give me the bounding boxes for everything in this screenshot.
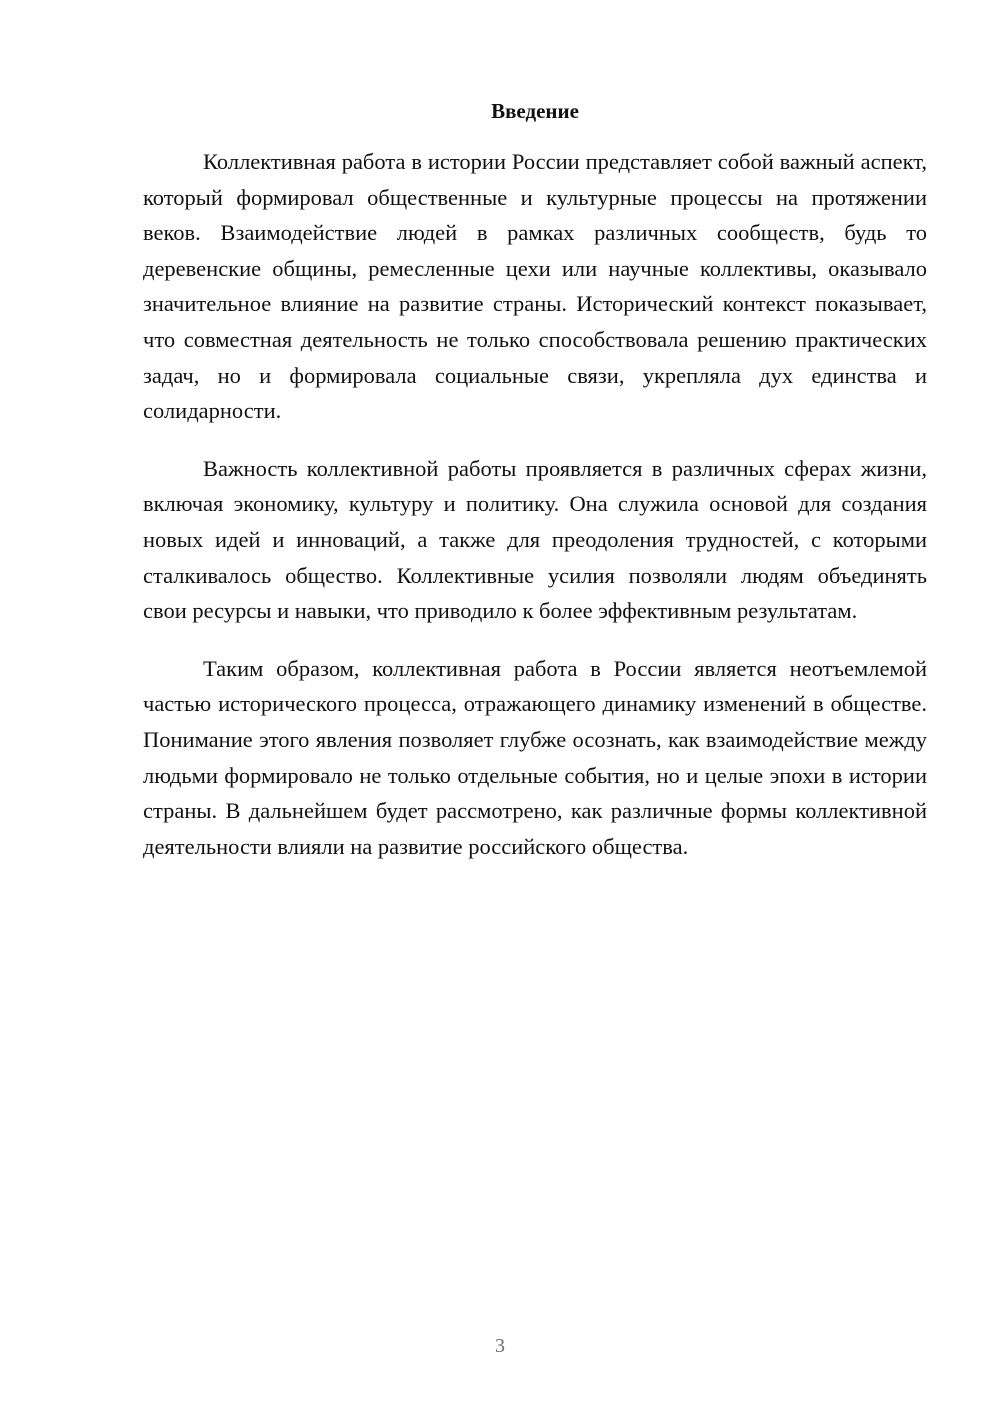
paragraph-2: Важность коллективной работы проявляется в различных сферах жизни, включая экономику, культуру и политику. Она служила основой для создания новых идей и инноваций, а также для преодоления трудностей, с которыми сталкивалось общество. Коллективные усилия позволяли людям объединять свои ресурсы и навыки, что приводило к более эффективным результатам.: [143, 455, 927, 624]
paragraph-3: Таким образом, коллективная работа в России является неотъемлемой частью исторического процесса, отражающего динамику изменений в обществе. Понимание этого явления позволяет глубже осознать, как взаимодействие между людьми формировало не только отдельные события, но и целые эпохи в истории страны. В дальнейшем будет рассмотрено, как различные формы коллективной деятельности влияли на развитие российского общества.: [143, 655, 927, 859]
paragraph-1: Коллективная работа в истории России представляет собой важный аспект, который формировал общественные и культурные процессы на протяжении веков. Взаимодействие людей в рамках различных сообществ, будь то деревенские общины, ремесленные цехи или научные коллективы, оказывало значительное влияние на развитие страны. Исторический контекст показывает, что совместная деятельность не только способствовала решению практических задач, но и формировала социальные связи, укрепляла дух единства и солидарности.: [143, 149, 927, 424]
page-number: 3: [495, 1335, 505, 1357]
section-title: Введение: [491, 99, 579, 123]
page-content: [143, 96, 927, 886]
